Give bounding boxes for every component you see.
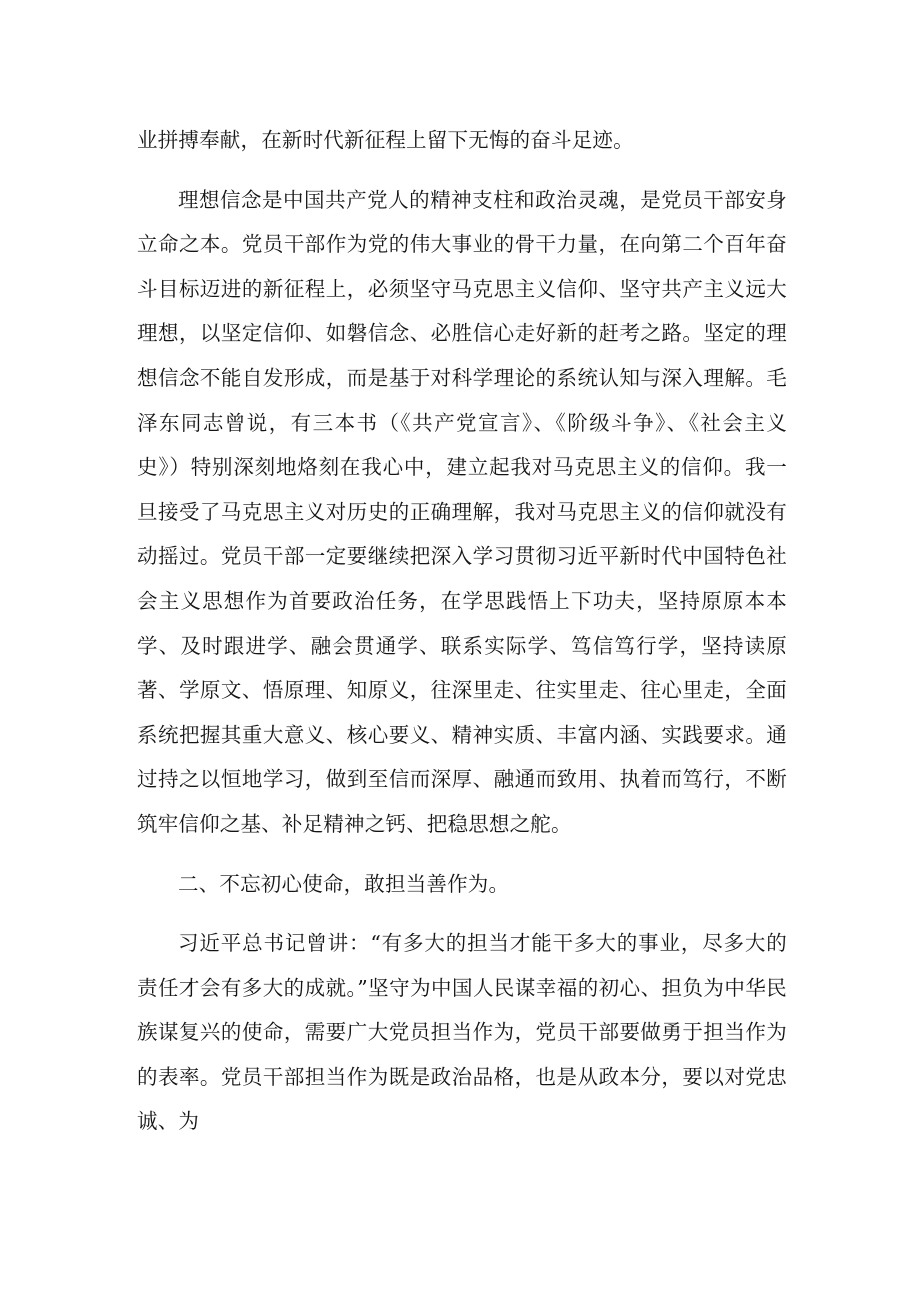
paragraph-continuation: 业拼搏奉献，在新时代新征程上留下无悔的奋斗足迹。 xyxy=(137,128,634,152)
paragraph-ideals-belief: 理想信念是中国共产党人的精神支柱和政治灵魂，是党员干部安身立命之本。党员干部作为党的伟大事业的骨干力量，在向第二个百年奋斗目标迈进的新征程上，必须坚守马克思主义信仰、坚守共产主义远大理想，以坚定信仰、如磐信念、必胜信心走好新的赶考之路。坚定的理想信念不能自发形成，而是基于对科学理论的系统认知与深入理解。毛泽东同志曾说，有三本书（《共产党宣言》、《阶级斗争》、《社会主义史》）特别深刻地烙刻在我心中，建立起我对马克思主义的信仰。我一旦接受了马克思主义对历史的正确理解，我对马克思主义的信仰就没有动摇过。党员干部一定要继续把深入学习贯彻习近平新时代中国特色社会主义思想作为首要政治任务，在学思践悟上下功夫，坚持原原本本学、及时跟进学、融会贯通学、联系实际学、笃信笃行学，坚持读原著、学原文、悟原理、知原义，往深里走、往实里走、往心里走，全面系统把握其重大意义、核心要义、精神实质、丰富内涵、实践要求。通过持之以恒地学习，做到至信而深厚、融通而致用、执着而笃行，不断筑牢信仰之基、补足精神之钙、把稳思想之舵。 xyxy=(137,187,787,836)
section-heading: 二、不忘初心使命，敢担当善作为。 xyxy=(178,871,510,896)
document-body xyxy=(137,118,787,1144)
paragraph-responsibility: 习近平总书记曾讲：“有多大的担当才能干多大的事业，尽多大的责任才会有多大的成就。”坚守为中国人民谋幸福的初心、担负为中华民族谋复兴的使命，需要广大党员担当作为，党员干部要做勇于担当作为的表率。党员干部担当作为既是政治品格，也是从政本分，要以对党忠诚、为 xyxy=(137,931,787,1134)
